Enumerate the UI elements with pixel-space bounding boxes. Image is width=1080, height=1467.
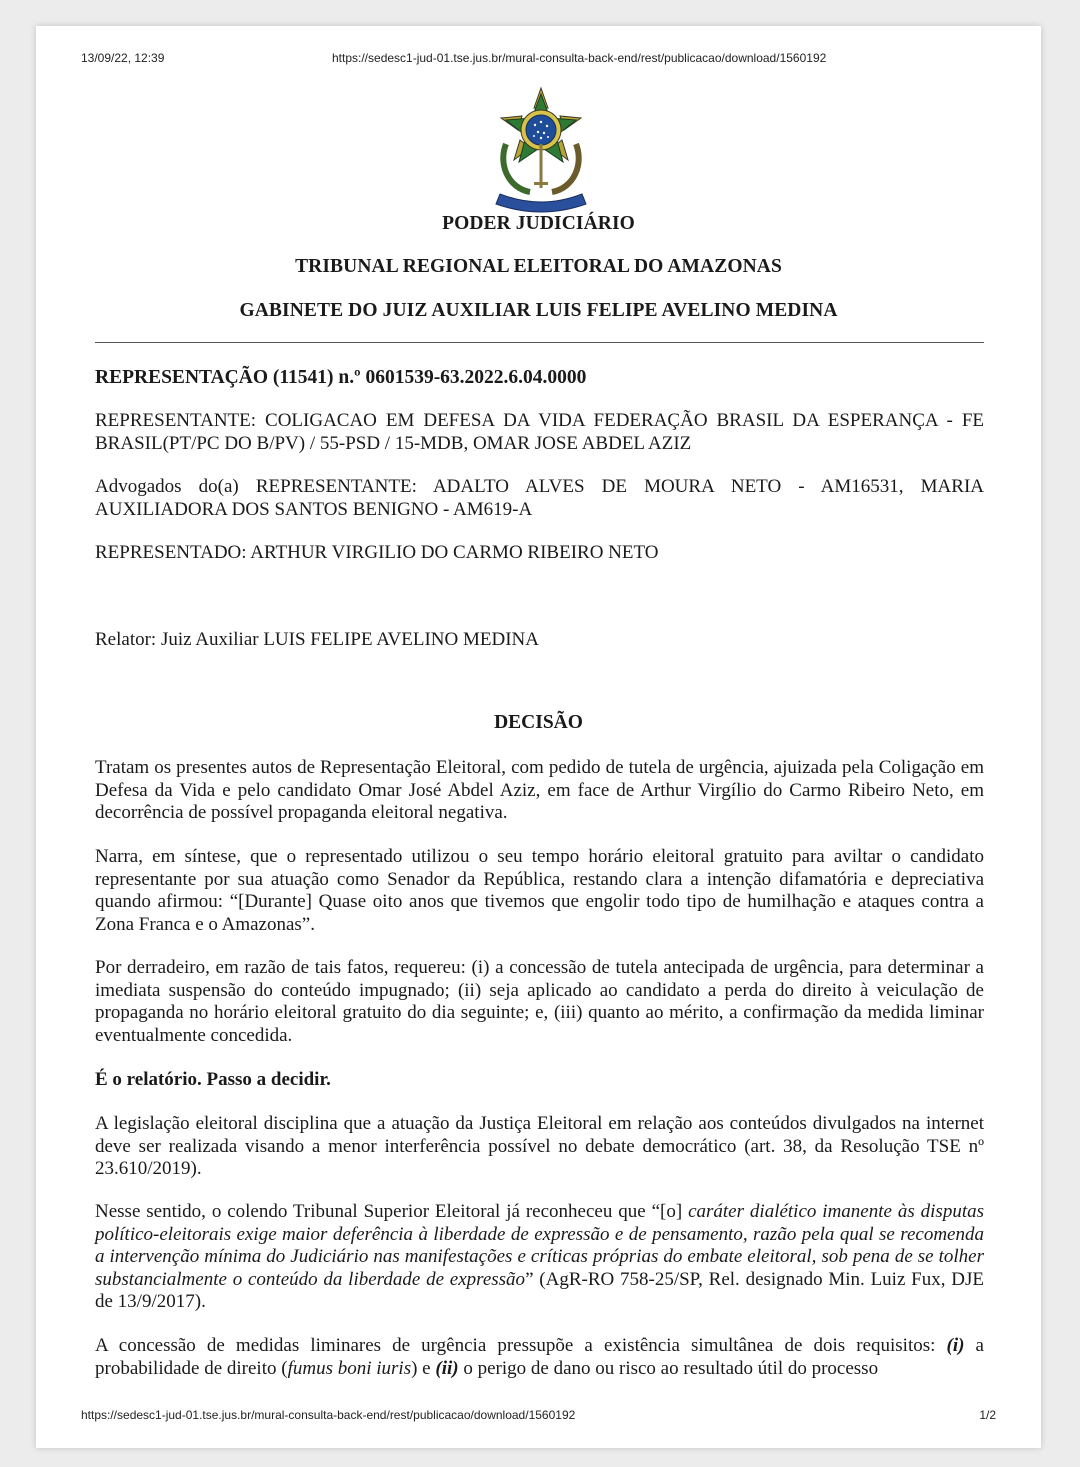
heading-tribunal: TRIBUNAL REGIONAL ELEITORAL DO AMAZONAS [295, 256, 782, 277]
representante: REPRESENTANTE: COLIGACAO EM DEFESA DA VIDA FEDERAÇÃO BRASIL DA ESPERANÇA - FE BRASIL(PT/PC DO B/PV) / 55-PSD / 15-MDB, OMAR JOSE ABDEL AZIZ [95, 410, 984, 454]
print-datetime: 13/09/22, 12:39 [81, 51, 165, 65]
paragraph-3: Por derradeiro, em razão de tais fatos, requereu: (i) a concessão de tutela antecipada de urgência, para determinar a imediata suspensão do conteúdo impugnado; (ii) seja aplicado ao candidato a perda do direito à veiculação de propaganda no horário eleitoral gratuito do dia seguinte; e, (iii) quanto ao mérito, a confirmação da medida liminar eventualmente concedida. [95, 957, 984, 1046]
paragraph-7 [95, 1335, 984, 1380]
brazil-coat-of-arms-icon [486, 84, 596, 218]
paragraph-7-item-ii: (ii) [435, 1357, 459, 1379]
paragraph-2: Narra, em síntese, que o representado utilizou o seu tempo horário eleitoral gratuito para aviltar o candidato representante por sua atuação como Senador da República, restando clara a intenção difamatória e depreciativa quando afirmou: “[Durante] Quase oito anos que tivemos que engolir todo tipo de humilhação e ataques contra a Zona Franca e o Amazonas”. [95, 846, 984, 935]
paragraph-relatorio: É o relatório. Passo a decidir. [95, 1069, 331, 1090]
paragraph-7-part-a: A concessão de medidas liminares de urgência pressupõe a existência simultânea de dois requisitos: [95, 1335, 947, 1356]
paragraph-6-citation: ” (AgR-RO 758-25/SP, Rel. designado Min. Luiz Fux, DJE de 13/9/2017). [95, 1268, 984, 1312]
paragraph-7-part-d: o perigo de dano ou risco ao resultado útil do processo [458, 1357, 879, 1379]
decision-title: DECISÃO [494, 712, 583, 733]
paragraph-7-item-i: (i) [946, 1335, 965, 1356]
paragraph-6 [95, 1201, 984, 1314]
paragraph-5: A legislação eleitoral disciplina que a atuação da Justiça Eleitoral em relação aos conteúdos divulgados na internet deve ser realizada visando a menor interferência possível no debate democrático (art. 38, da Resolução TSE nº 23.610/2019). [95, 1113, 984, 1179]
header-divider [95, 342, 984, 343]
heading-gabinete: GABINETE DO JUIZ AUXILIAR LUIS FELIPE AVELINO MEDINA [239, 300, 838, 321]
advogados: Advogados do(a) REPRESENTANTE: ADALTO ALVES DE MOURA NETO - AM16531, MARIA AUXILIADORA DOS SANTOS BENIGNO - AM619-A [95, 476, 984, 520]
process-number: REPRESENTAÇÃO (11541) n.º 0601539-63.2022.6.04.0000 [95, 367, 587, 388]
paragraph-1: Tratam os presentes autos de Representação Eleitoral, com pedido de tutela de urgência, ajuizada pela Coligação em Defesa da Vida e pelo candidato Omar José Abdel Aziz, em face de Arthur Virgílio do Carmo Ribeiro Neto, em decorrência de possível propaganda eleitoral negativa. [95, 757, 984, 823]
print-url: https://sedesc1-jud-01.tse.jus.br/mural-consulta-back-end/rest/publicacao/download/1560192 [332, 51, 827, 65]
paragraph-6-intro: Nesse sentido, o colendo Tribunal Superior Eleitoral já reconheceu que “[o] [95, 1201, 689, 1222]
footer-url: https://sedesc1-jud-01.tse.jus.br/mural-consulta-back-end/rest/publicacao/download/1560192 [81, 1408, 576, 1422]
document-page [36, 26, 1041, 1448]
paragraph-7-part-b: a probabilidade de direito ( [95, 1335, 984, 1379]
page-number: 1/2 [979, 1408, 996, 1422]
relator: Relator: Juiz Auxiliar LUIS FELIPE AVELINO MEDINA [95, 629, 539, 650]
paragraph-7-part-c: ) e [411, 1357, 436, 1379]
heading-poder-judiciario: PODER JUDICIÁRIO [442, 213, 635, 234]
paragraph-7-fumus: fumus boni iuris [287, 1357, 412, 1379]
representado: REPRESENTADO: ARTHUR VIRGILIO DO CARMO RIBEIRO NETO [95, 542, 659, 563]
paragraph-6-quote: caráter dialético imanente às disputas político-eleitorais exige maior deferência à liberdade de expressão e de pensamento, razão pela qual se recomenda a intervenção mínima do Judiciário nas manifestações e críticas próprias do embate eleitoral, sob pena de se tolher substancialmente o conteúdo da liberdade de expressão [95, 1201, 984, 1290]
